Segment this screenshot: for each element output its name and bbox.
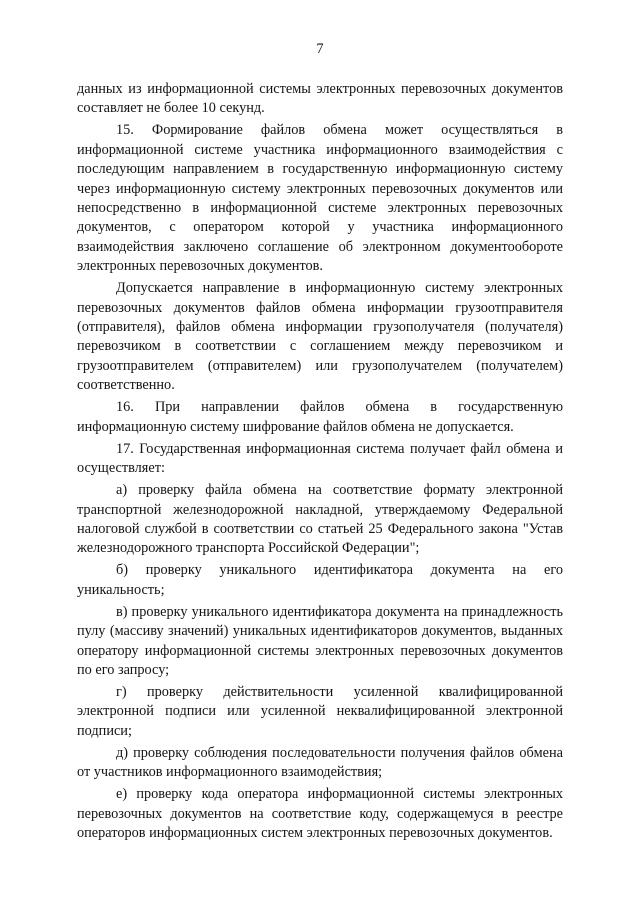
subitem-d: д) проверку соблюдения последовательности получения файлов обмена от участников информационного взаимодействия; bbox=[77, 744, 563, 781]
paragraph-item-15: 15. Формирование файлов обмена может осуществляться в информационной системе участника информационного взаимодействия с последующим направлением в государственную информационную систему через информационную систему электронных перевозочных документов или непосредственно в информационной системе электронных перевозочных документов, с оператором которой у участника информационного взаимодействия заключено соглашение об электронном документообороте электронных перевозочных документов. bbox=[77, 122, 563, 275]
subitem-b: б) проверку уникального идентификатора документа на его уникальность; bbox=[77, 562, 563, 598]
paragraph-item-15-addendum: Допускается направление в информационную систему электронных перевозочных документов файлов обмена информации грузоотправителя (отправителя), файлов обмена информации грузополучателя (получателя) перевозчиком в соответствии с соглашением между перевозчиком и грузоотправителем (отправителем) или грузополучателем (получателем) соответственно. bbox=[77, 280, 563, 394]
document-body bbox=[77, 80, 563, 843]
paragraph-item-17: 17. Государственная информационная система получает файл обмена и осуществляет: bbox=[77, 440, 563, 477]
paragraph-continuation: данных из информационной системы электронных перевозочных документов составляет не более 10 секунд. bbox=[77, 81, 563, 117]
page-number: 7 bbox=[316, 41, 324, 57]
subitem-a: а) проверку файла обмена на соответствие формату электронной транспортной железнодорожной накладной, утверждаемому Федеральной налоговой службой в соответствии со статьей 25 Федерального закона "Устав железнодорожного транспорта Российской Федерации"; bbox=[77, 482, 563, 557]
subitem-g: г) проверку действительности усиленной квалифицированной электронной подписи или усиленной неквалифицированной электронной подписи; bbox=[77, 683, 563, 739]
paragraph-item-16: 16. При направлении файлов обмена в государственную информационную систему шифрование файлов обмена не допускается. bbox=[77, 399, 563, 435]
subitem-e: е) проверку кода оператора информационной системы электронных перевозочных документов на соответствие коду, содержащемуся в реестре операторов информационных систем электронных перевозочных документов. bbox=[77, 786, 563, 841]
subitem-v: в) проверку уникального идентификатора документа на принадлежность пулу (массиву значений) уникальных идентификаторов документов, выданных оператору информационной системы электронных перевозочных документов по его запросу; bbox=[77, 603, 563, 678]
